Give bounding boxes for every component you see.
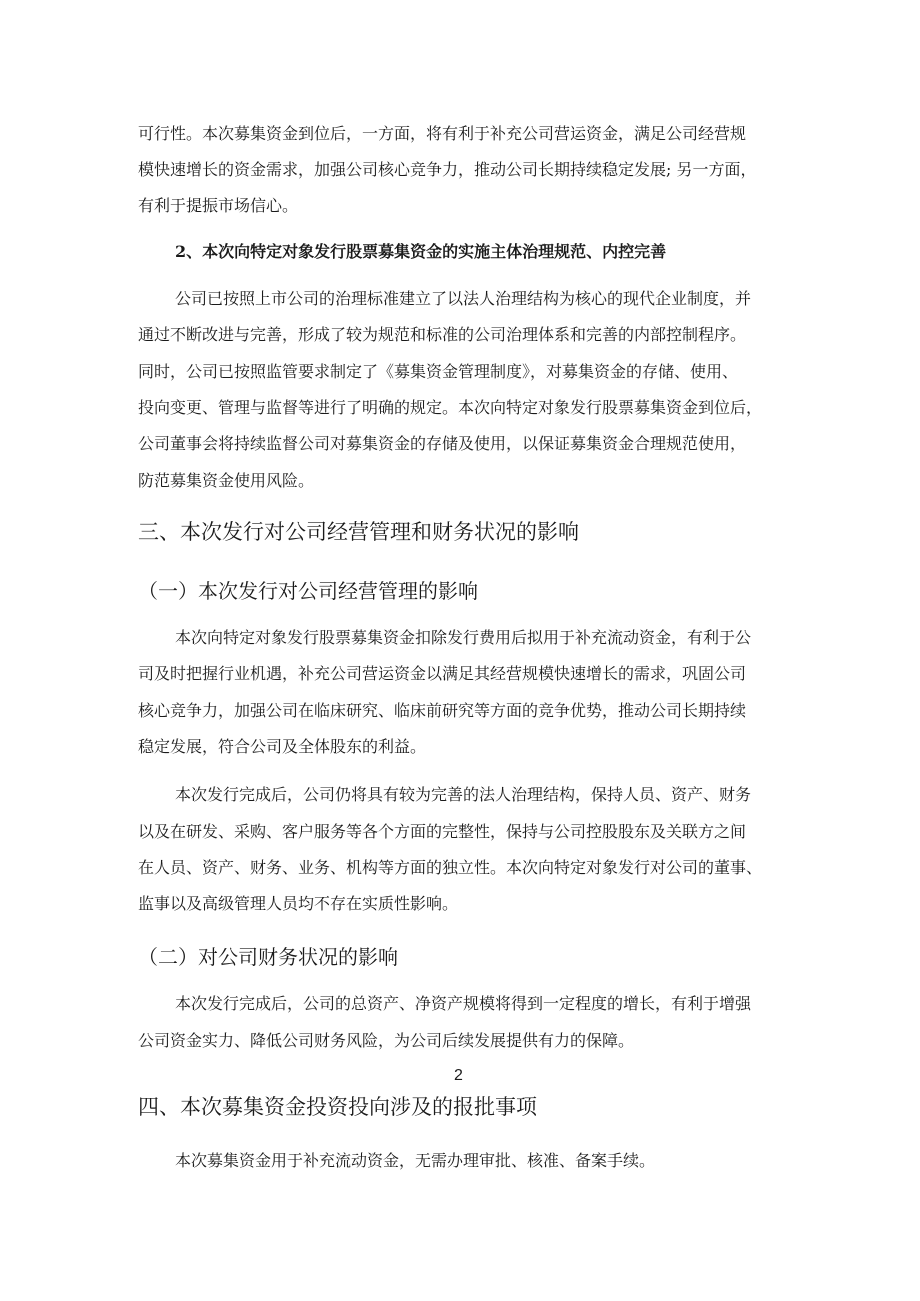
text-line: 有利于提振市场信心。 — [138, 196, 299, 215]
text-line: 本次发行完成后，公司仍将具有较为完善的法人治理结构，保持人员、资产、财务 — [175, 785, 752, 804]
text-line: 以及在研发、采购、客户服务等各个方面的完整性，保持与公司控股股东及关联方之间 — [138, 822, 747, 841]
text-line: 防范募集资金使用风险。 — [138, 471, 315, 490]
subsection-1-heading: （一）本次发行对公司经营管理的影响 — [138, 579, 478, 603]
text-line: 通过不断改进与完善，形成了较为规范和标准的公司治理体系和完善的内部控制程序。 — [138, 325, 747, 344]
text-line: 可行性。本次募集资金到位后，一方面，将有利于补充公司营运资金，满足公司经营规 — [138, 124, 747, 143]
text-line: 本次募集资金用于补充流动资金，无需办理审批、核准、备案手续。 — [175, 1151, 656, 1170]
page-number: 2 — [454, 1067, 463, 1084]
section-4-heading: 四、本次募集资金投资投向涉及的报批事项 — [138, 1095, 537, 1119]
text-line: 在人员、资产、财务、业务、机构等方面的独立性。本次向特定对象发行对公司的董事、 — [138, 858, 763, 877]
text-line: 投向变更、管理与监督等进行了明确的规定。本次向特定对象发行股票募集资金到位后， — [138, 398, 763, 417]
text-line: 公司已按照上市公司的治理标准建立了以法人治理结构为核心的现代企业制度，并 — [175, 289, 752, 308]
text-line: 本次向特定对象发行股票募集资金扣除发行费用后拟用于补充流动资金，有利于公 — [175, 628, 752, 647]
text-line: 监事以及高级管理人员均不存在实质性影响。 — [138, 894, 459, 913]
text-line: 公司资金实力、降低公司财务风险，为公司后续发展提供有力的保障。 — [138, 1031, 635, 1050]
text-line: 核心竞争力，加强公司在临床研究、临床前研究等方面的竞争优势，推动公司长期持续 — [138, 701, 747, 720]
text-line: 公司董事会将持续监督公司对募集资金的存储及使用，以保证募集资金合理规范使用， — [138, 434, 747, 453]
subsection-2-heading: （二）对公司财务状况的影响 — [138, 945, 398, 969]
item-2-heading: 2、本次向特定对象发行股票募集资金的实施主体治理规范、内控完善 — [175, 242, 667, 261]
text-line: 稳定发展，符合公司及全体股东的利益。 — [138, 737, 427, 756]
text-line: 司及时把握行业机遇，补充公司营运资金以满足其经营规模快速增长的需求，巩固公司 — [138, 664, 747, 683]
section-3-heading: 三、本次发行对公司经营管理和财务状况的影响 — [138, 520, 579, 544]
text-line: 同时，公司已按照监管要求制定了《募集资金管理制度》，对募集资金的存储、使用、 — [138, 362, 739, 381]
text-line: 本次发行完成后，公司的总资产、净资产规模将得到一定程度的增长，有利于增强 — [175, 994, 752, 1013]
text-line: 模快速增长的资金需求，加强公司核心竞争力，推动公司长期持续稳定发展; 另一方面， — [138, 160, 757, 179]
